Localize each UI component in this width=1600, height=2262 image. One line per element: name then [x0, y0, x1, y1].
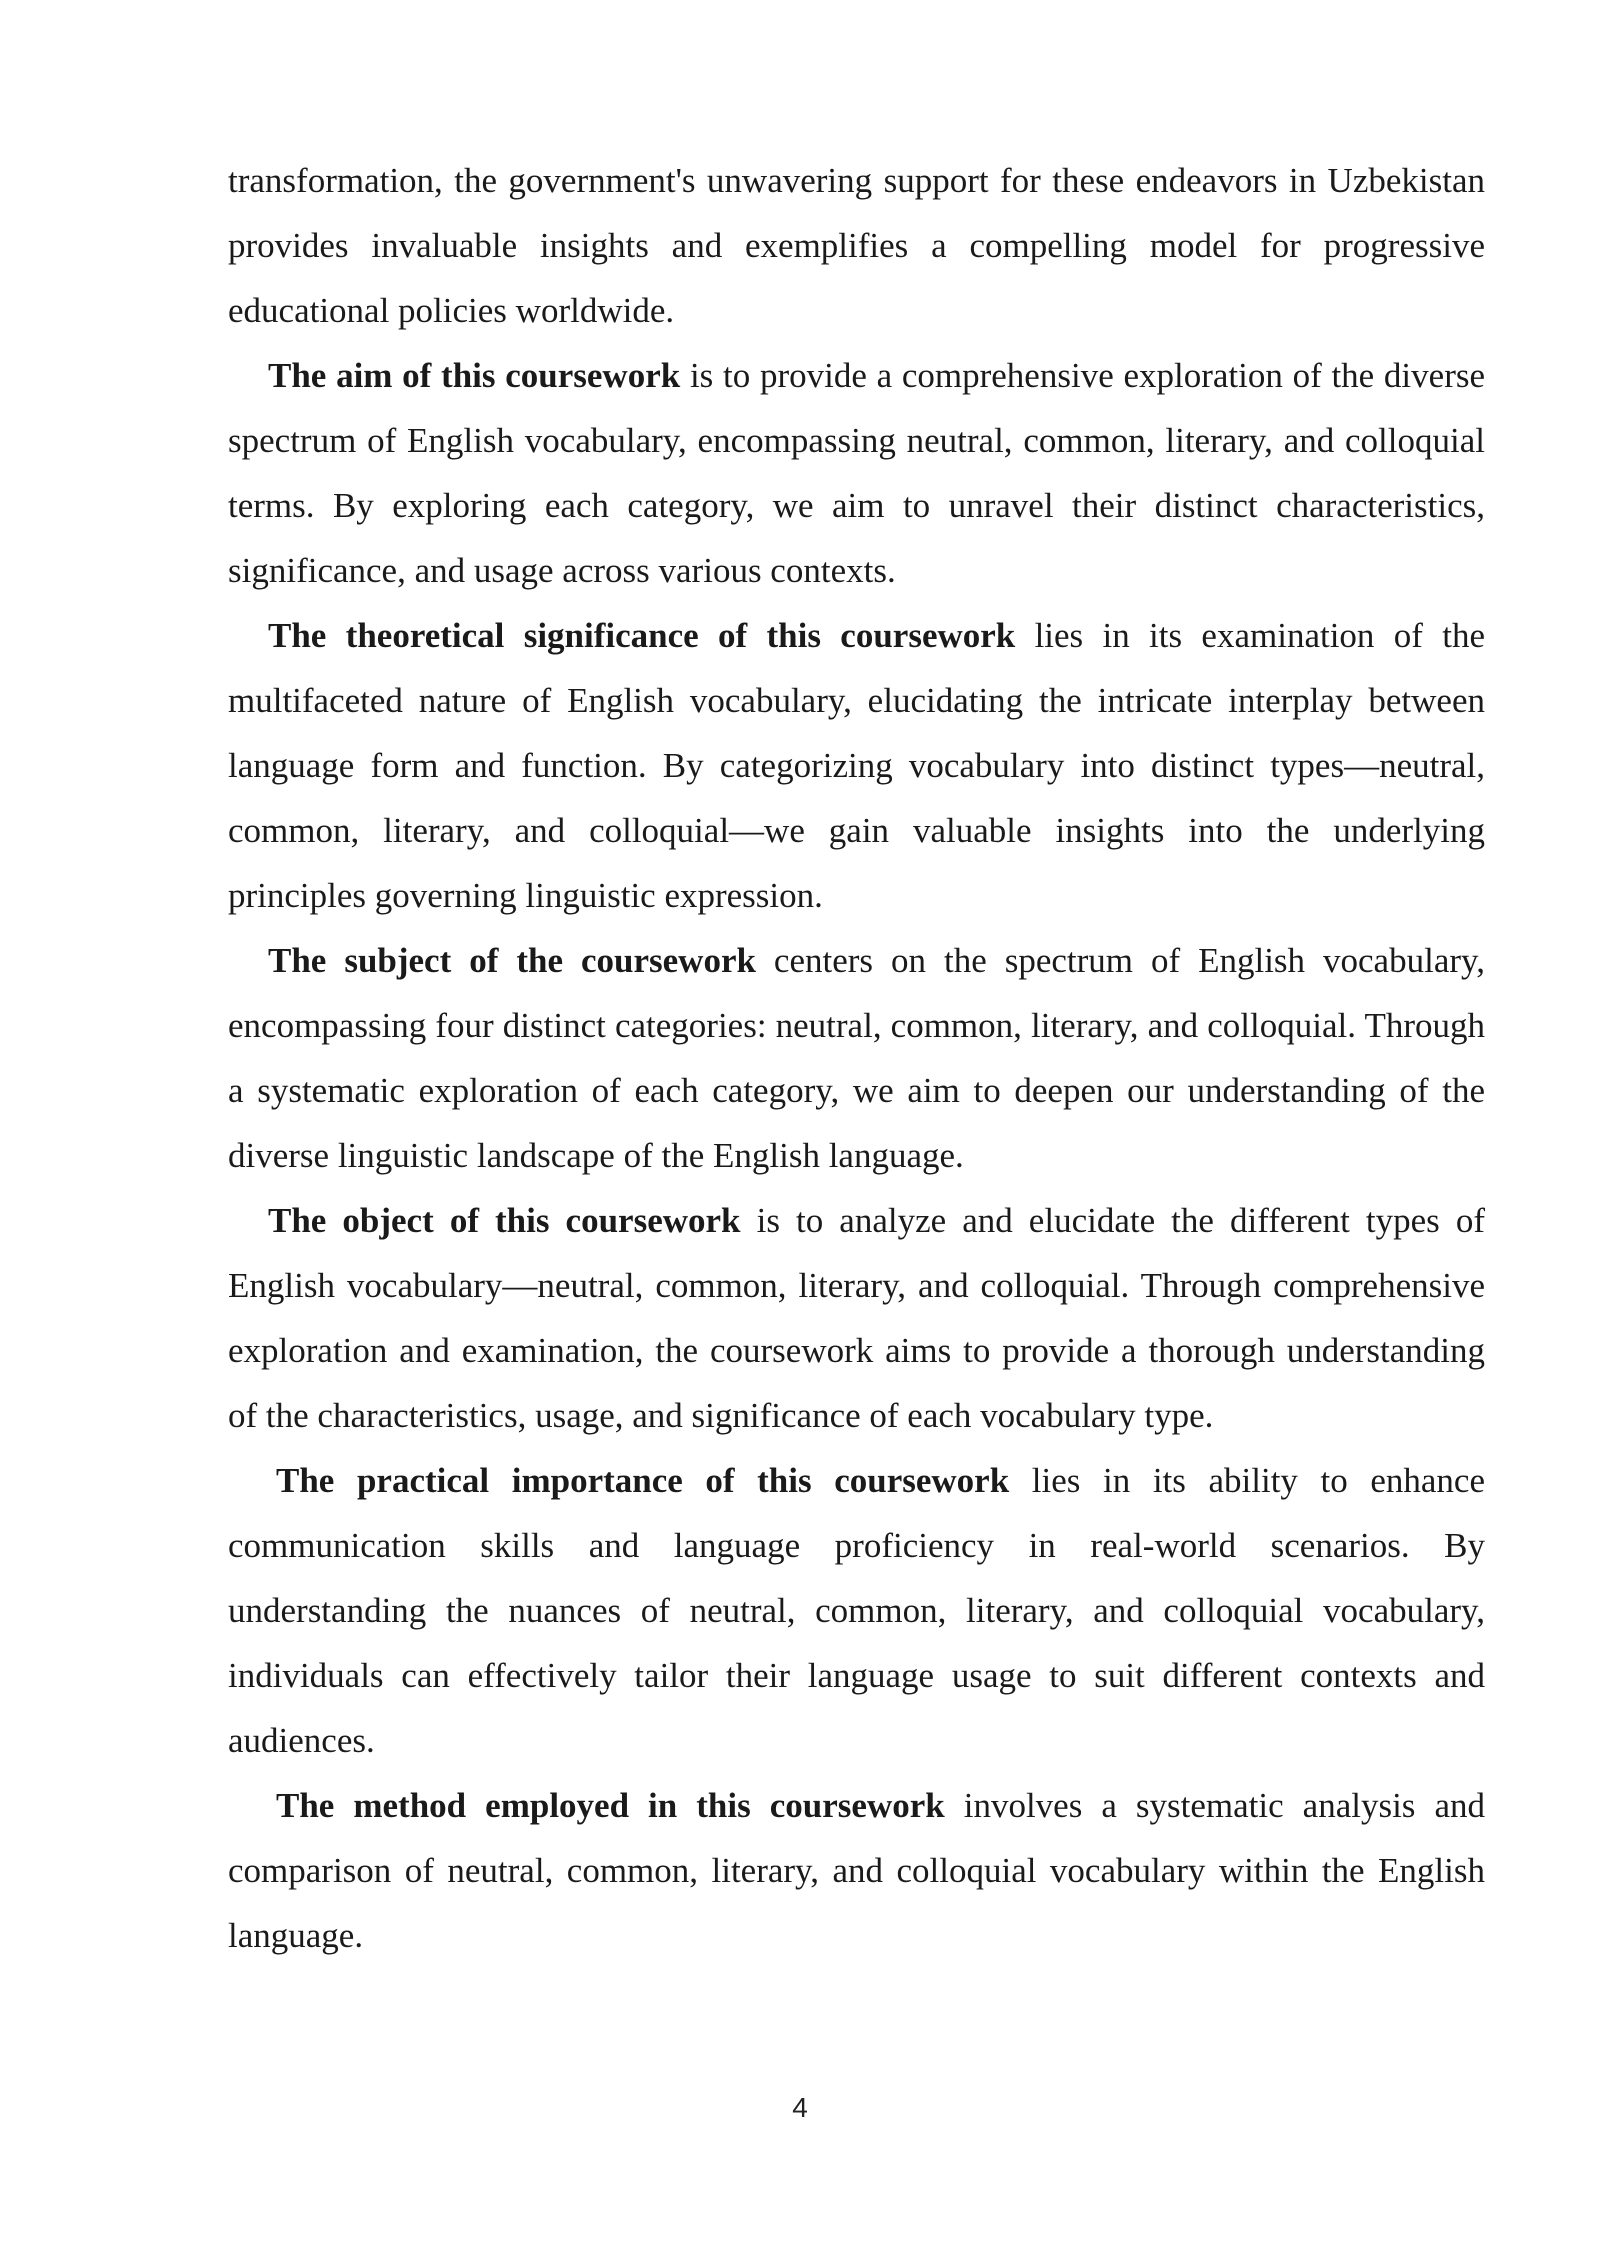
paragraph-subject [228, 928, 1485, 1188]
paragraph-lead: The practical importance of this coursework [276, 1461, 1010, 1500]
body-text [228, 148, 1485, 1968]
paragraph-object [228, 1188, 1485, 1448]
paragraph-lead: The object of this coursework [268, 1201, 741, 1240]
paragraph-text: involves a systematic analysis and comparison of neutral, common, literary, and colloquial vocabulary within the English language. [228, 1786, 1485, 1955]
paragraph-theoretical-significance [228, 603, 1485, 928]
paragraph-method [228, 1773, 1485, 1968]
paragraph-text: transformation, the government's unwavering support for these endeavors in Uzbekistan provides invaluable insights and exemplifies a compelling model for progressive educational policies worldwide. [228, 161, 1485, 330]
paragraph-text: is to analyze and elucidate the different types of English vocabulary—neutral, common, literary, and colloquial. Through comprehensive exploration and examination, the coursework aims to provide a thorough understanding of the characteristics, usage, and significance of each vocabulary type. [228, 1201, 1486, 1435]
paragraph-lead: The subject of the coursework [268, 941, 756, 980]
paragraph-text: is to provide a comprehensive exploration of the diverse spectrum of English vocabulary, encompassing neutral, common, literary, and colloquial terms. By exploring each category, we aim to unravel their distinct characteristics, significance, and usage across various contexts. [228, 356, 1486, 590]
paragraph-lead: The aim of this coursework [268, 356, 681, 395]
paragraph-lead: The method employed in this coursework [276, 1786, 945, 1825]
page-number: 4 [792, 2092, 808, 2123]
paragraph-text: lies in its ability to enhance communication skills and language proficiency in real-world scenarios. By understanding the nuances of neutral, common, literary, and colloquial vocabulary, individuals can effectively tailor their language usage to suit different contexts and audiences. [228, 1461, 1485, 1760]
paragraph-practical-importance [228, 1448, 1485, 1773]
paragraph-continuation [228, 148, 1485, 343]
paragraph-lead: The theoretical significance of this coursework [268, 616, 1016, 655]
paragraph-aim [228, 343, 1485, 603]
paragraph-text: centers on the spectrum of English vocabulary, encompassing four distinct categories: neutral, common, literary, and colloquial. Through a systematic exploration of each category, we aim to deepen our understanding of the diverse linguistic landscape of the English language. [228, 941, 1485, 1175]
paragraph-text: lies in its examination of the multifaceted nature of English vocabulary, elucidating the intricate interplay between language form and function. By categorizing vocabulary into distinct types—neutral, common, literary, and colloquial—we gain valuable insights into the underlying principles governing linguistic expression. [228, 616, 1485, 915]
